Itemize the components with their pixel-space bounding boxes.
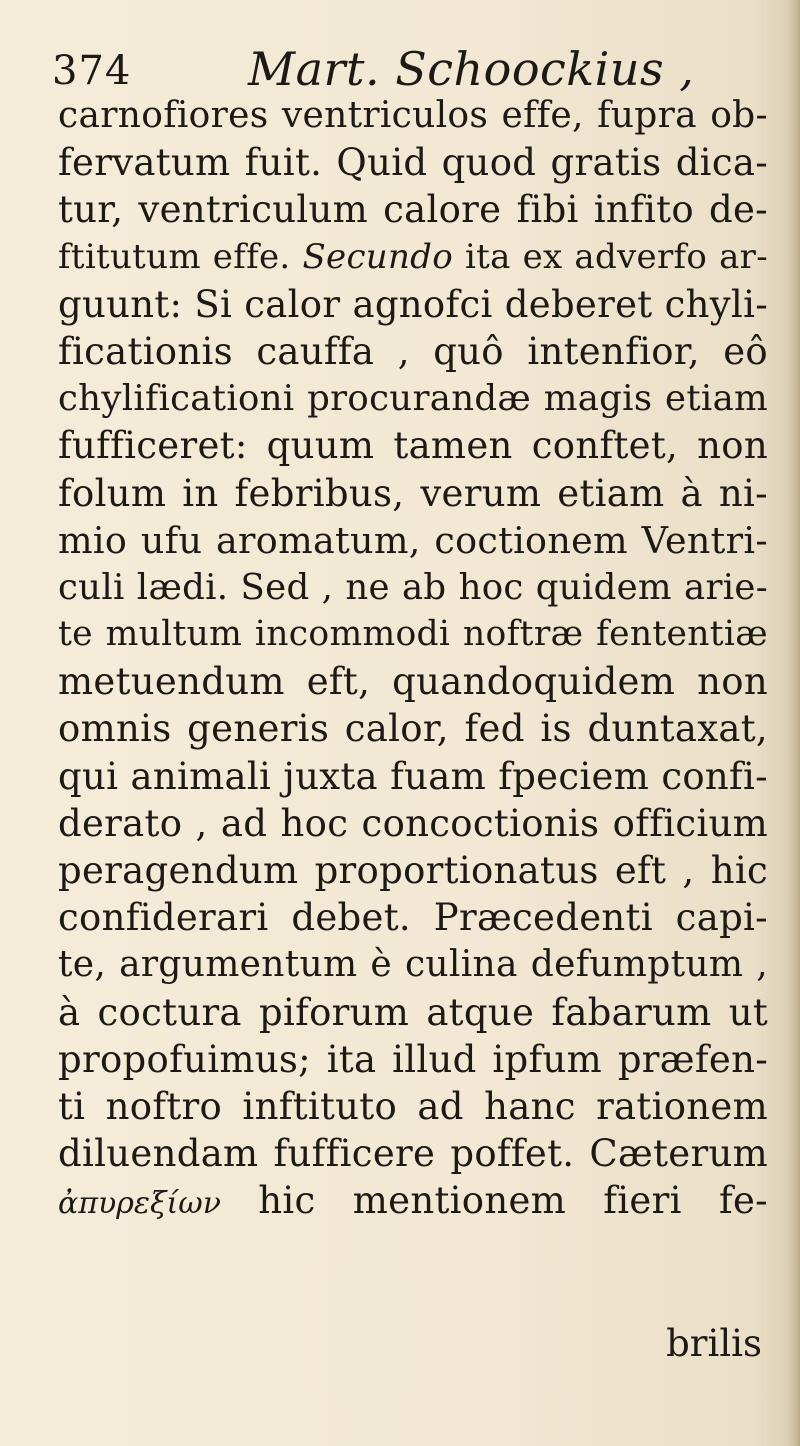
text-line: ti noftro inftituto ad hanc rationem <box>58 1084 768 1128</box>
page-edge-shadow <box>786 0 800 1446</box>
text-line: propofuimus; ita illud ipfum præfen- <box>58 1037 768 1081</box>
text-line <box>58 1177 768 1224</box>
page-header <box>52 38 752 98</box>
text-line-part: hic mentionem fieri fe- <box>220 1179 768 1223</box>
text-line: tur, ventriculum calore fibi infito de- <box>58 188 768 232</box>
text-line-part: ita ex adverfo ar- <box>453 236 768 277</box>
text-line: carnofiores ventriculos effe, fupra ob- <box>58 95 768 136</box>
catchword: brilis <box>666 1322 762 1365</box>
text-line: omnis generis calor, fed is duntaxat, <box>58 707 768 751</box>
text-line: culi lædi. Sed , ne ab hoc quidem arie- <box>58 566 768 608</box>
greek-word: ἀπυρεξίων <box>58 1186 221 1222</box>
body-text <box>58 92 768 1225</box>
page-number: 374 <box>52 48 132 94</box>
text-line: chylificationi procurandæ magis etiam <box>58 378 768 420</box>
text-line: fervatum fuit. Quid quod gratis dica- <box>58 141 768 185</box>
text-line: folum in febribus, verum etiam à ni- <box>58 471 768 515</box>
text-line: guunt: Si calor agnofci deberet chyli- <box>58 282 768 326</box>
text-line: ficationis cauffa , quô intenfior, eô <box>58 329 768 373</box>
text-line: te multum incommodi noftræ fententiæ <box>58 614 768 655</box>
text-line-part: ftitutum effe. <box>58 236 303 277</box>
text-line: confiderari debet. Præcedenti capi- <box>58 896 768 940</box>
text-line: fufficeret: quum tamen conftet, non <box>58 424 768 468</box>
text-line: derato , ad hoc concoctionis officium <box>58 801 768 845</box>
text-line: peragendum proportionatus eft , hic <box>58 849 768 892</box>
text-line: diluendam fufficere poffet. Cæterum <box>58 1132 768 1176</box>
text-line: te, argumentum è culina defumptum , <box>58 944 768 986</box>
text-line <box>58 234 768 281</box>
italic-word: Secundo <box>302 236 454 277</box>
running-head: Mart. Schoockius , <box>248 42 695 96</box>
text-line: metuendum eft, quandoquidem non <box>58 660 768 704</box>
text-line: mio ufu aromatum, coctionem Ventri- <box>58 518 768 562</box>
text-line: à coctura piforum atque fabarum ut <box>58 990 768 1034</box>
text-line: qui animali juxta fuam fpeciem confi- <box>58 754 768 798</box>
